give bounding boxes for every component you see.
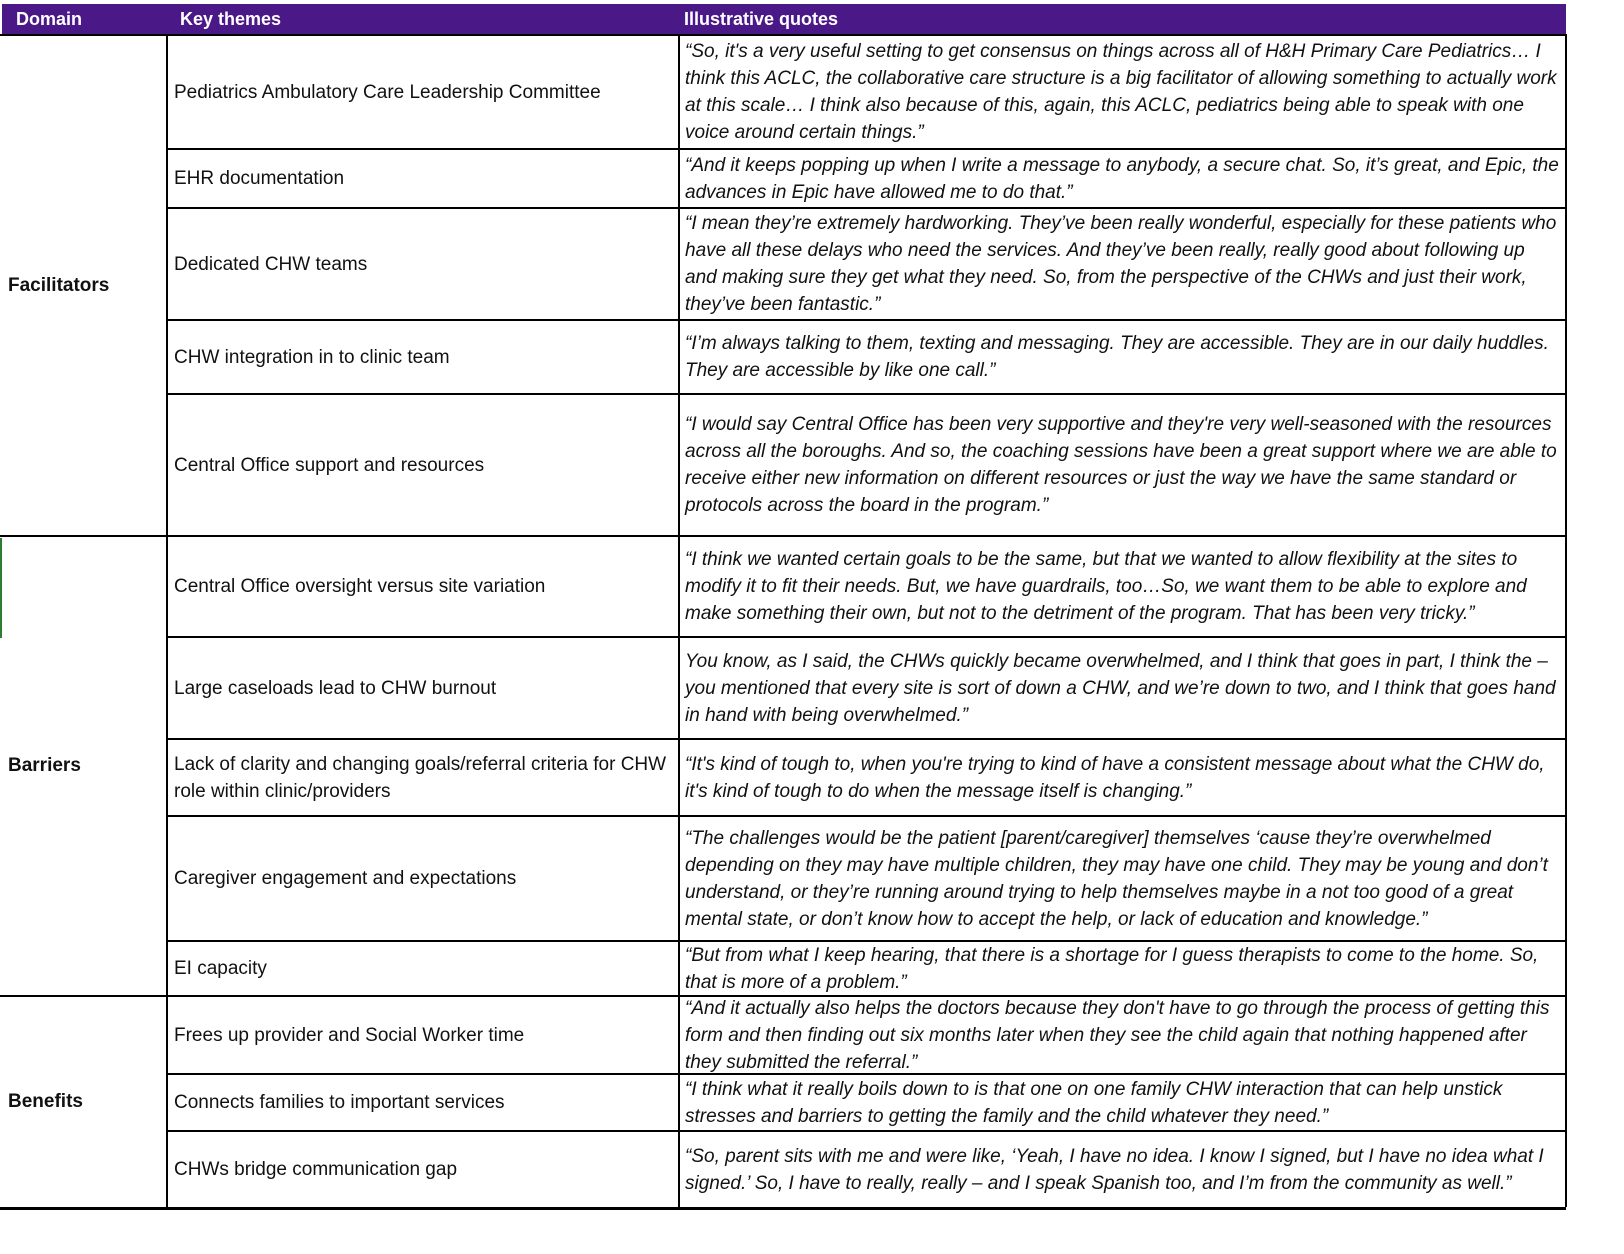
quote-cell [680,1075,1566,1130]
quote-cell-text: You know, as I said, the CHWs quickly became overwhelmed, and I think that goes in part, I think the – you mentioned that every site is sort of down a CHW, and we’re down to two, and I think that goes hand in hand with being overwhelmed.” [685,650,1556,726]
theme-cell [168,537,677,636]
theme-cell [168,1132,677,1207]
theme-cell-text: Central Office oversight versus site variation [174,576,546,597]
theme-cell-text: Large caseloads lead to CHW burnout [174,677,497,699]
theme-cell [168,209,677,319]
domain-cell [2,997,166,1207]
quote-cell-text: “But from what I keep hearing, that there is a shortage for I guess therapists to come to the home. So, that is more of a problem.” [685,944,1539,993]
domain-cell [2,36,166,535]
cell-selection-marker [0,538,2,638]
quote-cell-text: “It's kind of tough to, when you're trying to kind of have a consistent message about what the CHW do, it's kind of tough to do when the message itself is changing.” [685,753,1545,802]
quote-cell [680,1132,1566,1207]
domain-cell-text: Facilitators [8,274,110,296]
table-bottom-border [0,1207,1566,1210]
theme-cell [168,638,677,738]
theme-cell [168,942,677,995]
quote-cell [680,537,1566,636]
quote-cell [680,740,1566,815]
theme-cell-text: Dedicated CHW teams [174,253,368,275]
theme-cell [168,150,677,207]
theme-cell [168,817,677,940]
theme-cell [168,321,677,393]
theme-cell [168,36,677,148]
quote-cell-text: “So, parent sits with me and were like, ‘Yeah, I have no idea. I know I signed, but I have no idea what I signed.’ So, I have to really, really – and I speak Spanish too, and I’m from the community as well.” [685,1145,1544,1194]
column-divider [678,34,680,1207]
quote-cell-text: “I think what it really boils down to is that one on one family CHW interaction that can help unstick stresses and barriers to getting the family and the child whatever they need.” [685,1078,1503,1127]
theme-cell-text: Central Office support and resources [174,454,485,476]
theme-cell [168,740,677,815]
header-domain: Domain [2,4,166,34]
quote-cell-text: “I’m always talking to them, texting and messaging. They are accessible. They are in our daily huddles. They are accessible by like one call.” [685,333,1549,381]
quote-cell [680,321,1566,393]
header-illustrative-quotes: Illustrative quotes [678,4,1566,34]
quote-cell [680,150,1566,207]
header-divider [0,34,1566,36]
header-key-themes: Key themes [166,4,678,34]
theme-cell-text: EHR documentation [174,168,345,189]
quote-cell [680,817,1566,940]
quote-cell [680,209,1566,319]
quote-cell-text: “And it actually also helps the doctors because they don't have to go through the process of getting this form and then finding out six months later when they see the child again that nothing happened after they submitted the referral.” [685,997,1550,1073]
theme-cell-text: Connects families to important services [174,1092,505,1113]
theme-cell-text: EI capacity [174,958,267,979]
quote-cell [680,36,1566,148]
domain-cell [2,537,166,995]
theme-cell [168,395,677,535]
quote-cell-text: “And it keeps popping up when I write a message to anybody, a secure chat. So, it’s great, and Epic, the advances in Epic have allowed me to do that.” [685,154,1559,203]
quote-cell-text: “So, it's a very useful setting to get consensus on things across all of H&H Primary Care Pediatrics… I think this ACLC, the collaborative care structure is a big facilitator of allowing something to actually work at this scale… I think also because of this, again, this ACLC, pediatrics being able to speak with one voice around certain things.” [685,41,1557,143]
quote-cell [680,942,1566,995]
quote-cell [680,395,1566,535]
quote-cell-text: “I would say Central Office has been very supportive and they're very well-seasoned with the resources across all the boroughs. And so, the coaching sessions have been a great support where we are able to receive either new information on different resources or just the way we have the same standard or protocols across the board in the program.” [685,414,1557,516]
quote-cell-text: “I think we wanted certain goals to be the same, but that we wanted to allow flexibility at the sites to modify it to fit their needs. But, we have guardrails, too…So, we want them to be able to explore and make something their own, but not to the detriment of the program. That has been very tricky.” [685,549,1527,624]
quote-cell [680,997,1566,1073]
theme-cell [168,997,677,1073]
quote-cell [680,638,1566,738]
theme-cell-text: Pediatrics Ambulatory Care Leadership Committee [174,81,601,103]
domain-cell-text: Benefits [8,1091,83,1112]
quote-cell-text: “The challenges would be the patient [parent/caregiver] themselves ‘cause they’re overwhelmed depending on they may have multiple children, they may have one child. They may be young and don’t understand, or they’re running around trying to help themselves maybe in a not too good of a great mental state, or don’t know how to accept the help, or lack of education and knowledge.” [685,827,1548,930]
theme-cell [168,1075,677,1130]
theme-cell-text: CHWs bridge communication gap [174,1159,458,1180]
theme-cell-text: Frees up provider and Social Worker time [174,1024,525,1046]
column-divider [166,34,168,1207]
column-divider [1565,34,1567,1207]
theme-cell-text: CHW integration in to clinic team [174,346,450,368]
domain-cell-text: Barriers [8,755,81,776]
theme-cell-text: Caregiver engagement and expectations [174,868,517,889]
theme-cell-text: Lack of clarity and changing goals/referral criteria for CHW role within clinic/providers [174,753,667,802]
quote-cell-text: “I mean they’re extremely hardworking. They’ve been really wonderful, especially for these patients who have all these delays who need the services. And they’ve been really, really good about following up and making sure they get what they need. So, from the perspective of the CHWs and just their work, they’ve been fantastic.” [685,213,1557,315]
